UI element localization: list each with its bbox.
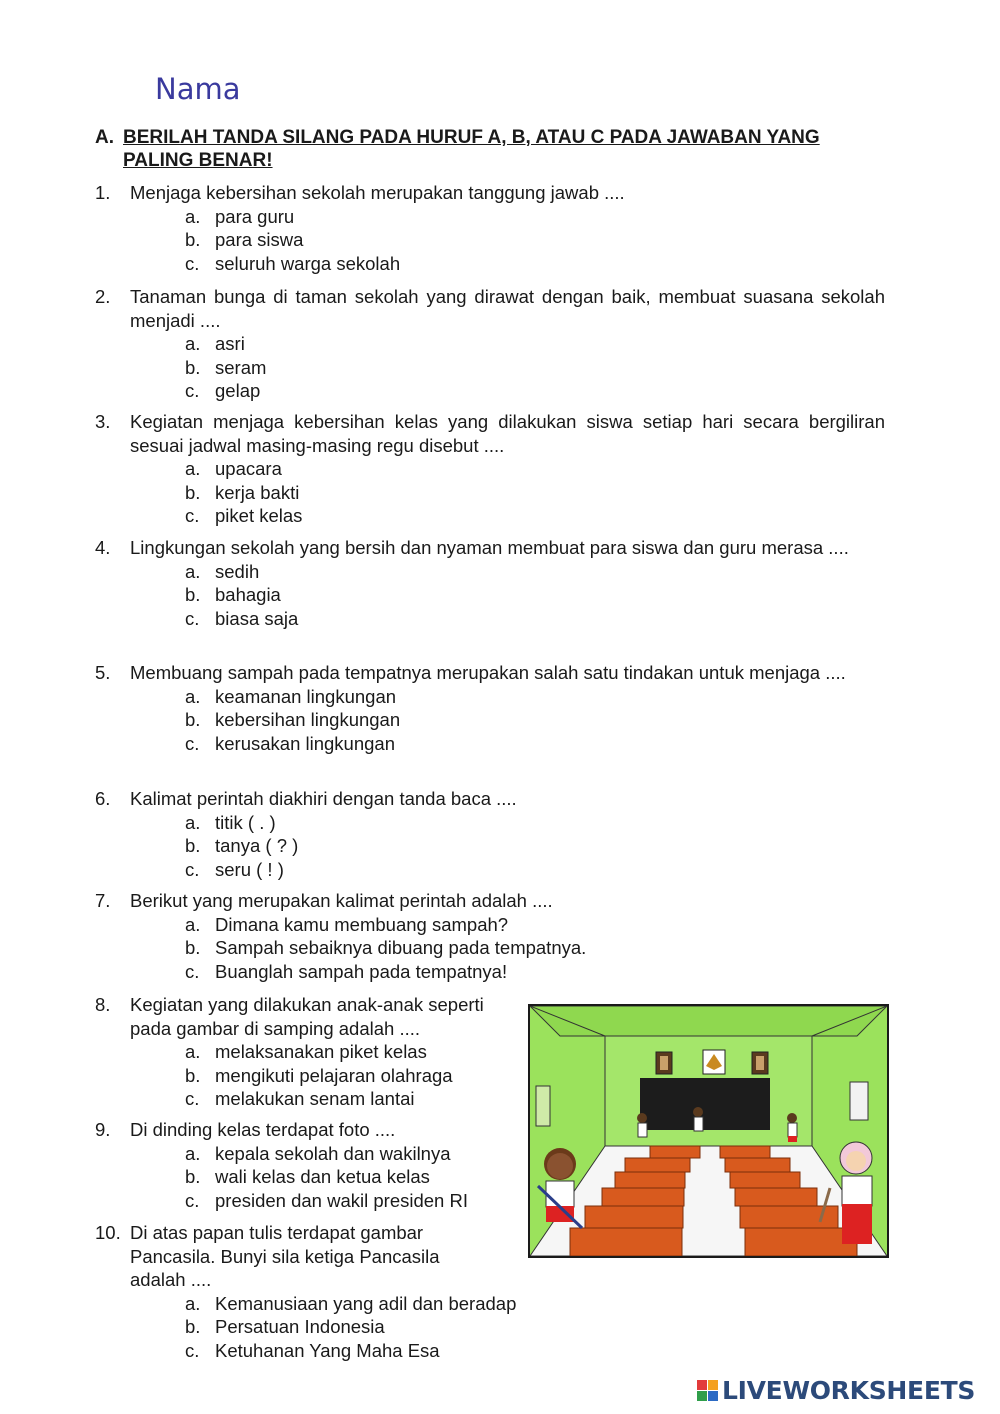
question-number: 9.: [95, 1119, 111, 1140]
question-number: 1.: [95, 182, 111, 203]
option-text: sedih: [215, 560, 260, 582]
option-letter: a.: [185, 560, 201, 582]
question-number: 6.: [95, 788, 111, 809]
option-letter: a.: [185, 913, 201, 935]
question-text: Berikut yang merupakan kalimat perintah adalah ....: [130, 890, 553, 911]
option-text: Ketuhanan Yang Maha Esa: [215, 1339, 440, 1361]
option-b[interactable]: [185, 1315, 480, 1339]
option-text: titik ( . ): [215, 811, 276, 833]
option-letter: b.: [185, 1064, 201, 1086]
option-letter: c.: [185, 1189, 200, 1211]
option-text: presiden dan wakil presiden RI: [215, 1189, 468, 1211]
question-text: Menjaga kebersihan sekolah merupakan tanggung jawab ....: [130, 182, 625, 203]
option-b[interactable]: [185, 228, 885, 252]
option-letter: c.: [185, 607, 200, 629]
option-c[interactable]: [185, 1087, 520, 1111]
option-b[interactable]: [185, 708, 885, 732]
option-text: mengikuti pelajaran olahraga: [215, 1064, 453, 1086]
brand-name: LIVEWORKSHEETS: [722, 1376, 976, 1405]
classroom-drawing: [530, 1006, 887, 1256]
ceiling: [530, 1006, 887, 1036]
question-7: [95, 889, 885, 983]
option-text: Dimana kamu membuang sampah?: [215, 913, 509, 935]
option-b[interactable]: [185, 834, 885, 858]
option-letter: b.: [185, 229, 201, 250]
option-letter: c.: [185, 732, 200, 754]
option-a[interactable]: [185, 811, 885, 835]
option-text: para siswa: [215, 229, 304, 250]
option-b[interactable]: [185, 356, 885, 380]
option-a[interactable]: [185, 205, 885, 229]
option-text: tanya ( ? ): [215, 835, 299, 856]
option-letter: a.: [185, 333, 201, 354]
option-letter: b.: [185, 481, 201, 503]
option-b[interactable]: [185, 1165, 520, 1189]
option-letter: b.: [185, 356, 201, 378]
option-text: seluruh warga sekolah: [215, 252, 401, 274]
option-text: gelap: [215, 380, 261, 401]
option-text: biasa saja: [215, 607, 299, 629]
question-text: Lingkungan sekolah yang bersih dan nyaman membuat para siswa dan guru merasa ....: [130, 537, 849, 558]
question-9: [95, 1118, 520, 1212]
option-letter: b.: [185, 709, 201, 730]
option-text: Persatuan Indonesia: [215, 1316, 385, 1337]
question-number: 5.: [95, 662, 111, 683]
option-b[interactable]: [185, 481, 885, 505]
window-right: [850, 1082, 868, 1120]
option-text: bahagia: [215, 584, 281, 605]
question-1: [95, 181, 885, 275]
option-text: kerja bakti: [215, 481, 300, 503]
option-letter: c.: [185, 505, 200, 526]
option-text: Buanglah sampah pada tempatnya!: [215, 960, 508, 982]
option-c[interactable]: [185, 960, 885, 984]
question-6: [95, 787, 885, 881]
option-letter: c.: [185, 858, 200, 880]
option-a[interactable]: [185, 685, 885, 709]
option-letter: b.: [185, 937, 201, 958]
option-text: melakukan senam lantai: [215, 1088, 415, 1109]
question-text: Kalimat perintah diakhiri dengan tanda baca ....: [130, 788, 517, 809]
option-letter: b.: [185, 1166, 201, 1187]
option-letter: a.: [185, 1292, 201, 1314]
option-c[interactable]: [185, 607, 885, 631]
option-c[interactable]: [185, 252, 885, 276]
question-10: [95, 1221, 517, 1362]
section-instruction: BERILAH TANDA SILANG PADA HURUF A, B, ATAU C PADA JAWABAN YANG PALING BENAR!: [123, 127, 820, 171]
option-letter: a.: [185, 458, 201, 479]
option-letter: c.: [185, 1088, 200, 1109]
option-c[interactable]: [185, 379, 885, 403]
blackboard: [640, 1078, 770, 1130]
question-3: [95, 410, 885, 528]
question-text: Kegiatan yang dilakukan anak-anak seperti pada gambar di samping adalah ....: [130, 994, 484, 1039]
option-letter: c.: [185, 252, 200, 274]
section-heading: [95, 126, 855, 172]
option-text: wali kelas dan ketua kelas: [215, 1166, 430, 1187]
question-number: 8.: [95, 994, 111, 1015]
option-letter: c.: [185, 960, 200, 982]
liveworksheets-logo: [697, 1376, 975, 1405]
option-letter: a.: [185, 205, 201, 227]
option-b[interactable]: [185, 583, 885, 607]
option-letter: a.: [185, 811, 201, 833]
option-b[interactable]: [185, 936, 885, 960]
option-letter: a.: [185, 685, 201, 707]
option-text: asri: [215, 333, 245, 354]
question-text: Di atas papan tulis terdapat gambar Pancasila. Bunyi sila ketiga Pancasila adalah ....: [130, 1222, 440, 1290]
door-left: [536, 1086, 550, 1126]
question-number: 4.: [95, 537, 111, 558]
question-number: 10.: [95, 1222, 121, 1243]
question-4: [95, 536, 885, 630]
option-c[interactable]: [185, 858, 885, 882]
section-letter: A.: [95, 127, 114, 148]
option-letter: b.: [185, 584, 201, 605]
option-a[interactable]: [185, 1292, 517, 1316]
question-2: [95, 285, 885, 403]
option-b[interactable]: [185, 1064, 520, 1088]
classroom-illustration: [528, 1004, 889, 1258]
question-text: Tanaman bunga di taman sekolah yang dirawat dengan baik, membuat suasana sekolah menjadi ....: [130, 286, 885, 331]
option-a[interactable]: [185, 332, 885, 356]
option-a[interactable]: [185, 913, 885, 937]
question-5: [95, 661, 885, 755]
option-text: Kemanusiaan yang adil dan beradap: [215, 1292, 517, 1314]
option-text: seram: [215, 356, 267, 378]
option-letter: b.: [185, 835, 201, 856]
option-letter: c.: [185, 1339, 200, 1361]
option-c[interactable]: [185, 504, 885, 528]
question-8: [95, 993, 520, 1111]
option-a[interactable]: [185, 560, 885, 584]
option-text: Sampah sebaiknya dibuang pada tempatnya.: [215, 937, 587, 958]
question-text: Kegiatan menjaga kebersihan kelas yang dilakukan siswa setiap hari secara bergiliran sesuai jadwal masing-masing regu disebut ....: [130, 411, 885, 456]
question-number: 2.: [95, 286, 111, 307]
question-number: 7.: [95, 890, 111, 911]
option-text: kebersihan lingkungan: [215, 709, 401, 730]
question-number: 3.: [95, 411, 111, 432]
option-a[interactable]: [185, 1040, 520, 1064]
option-c[interactable]: [185, 1339, 480, 1363]
option-text: seru ( ! ): [215, 858, 284, 880]
question-text: Di dinding kelas terdapat foto ....: [130, 1119, 396, 1140]
option-a[interactable]: [185, 1142, 520, 1166]
option-letter: b.: [185, 1316, 201, 1337]
option-text: kepala sekolah dan wakilnya: [215, 1142, 451, 1164]
option-letter: a.: [185, 1142, 201, 1164]
option-text: upacara: [215, 458, 282, 479]
option-letter: c.: [185, 380, 200, 401]
option-a[interactable]: [185, 457, 885, 481]
option-text: keamanan lingkungan: [215, 685, 397, 707]
option-text: para guru: [215, 205, 295, 227]
option-c[interactable]: [185, 732, 885, 756]
logo-icon: [697, 1380, 718, 1401]
option-text: piket kelas: [215, 505, 303, 526]
option-text: melaksanakan piket kelas: [215, 1041, 427, 1062]
nama-label: Nama: [155, 72, 241, 106]
option-letter: a.: [185, 1041, 201, 1062]
option-c[interactable]: [185, 1189, 520, 1213]
option-text: kerusakan lingkungan: [215, 732, 395, 754]
question-text: Membuang sampah pada tempatnya merupakan salah satu tindakan untuk menjaga ....: [130, 662, 846, 683]
